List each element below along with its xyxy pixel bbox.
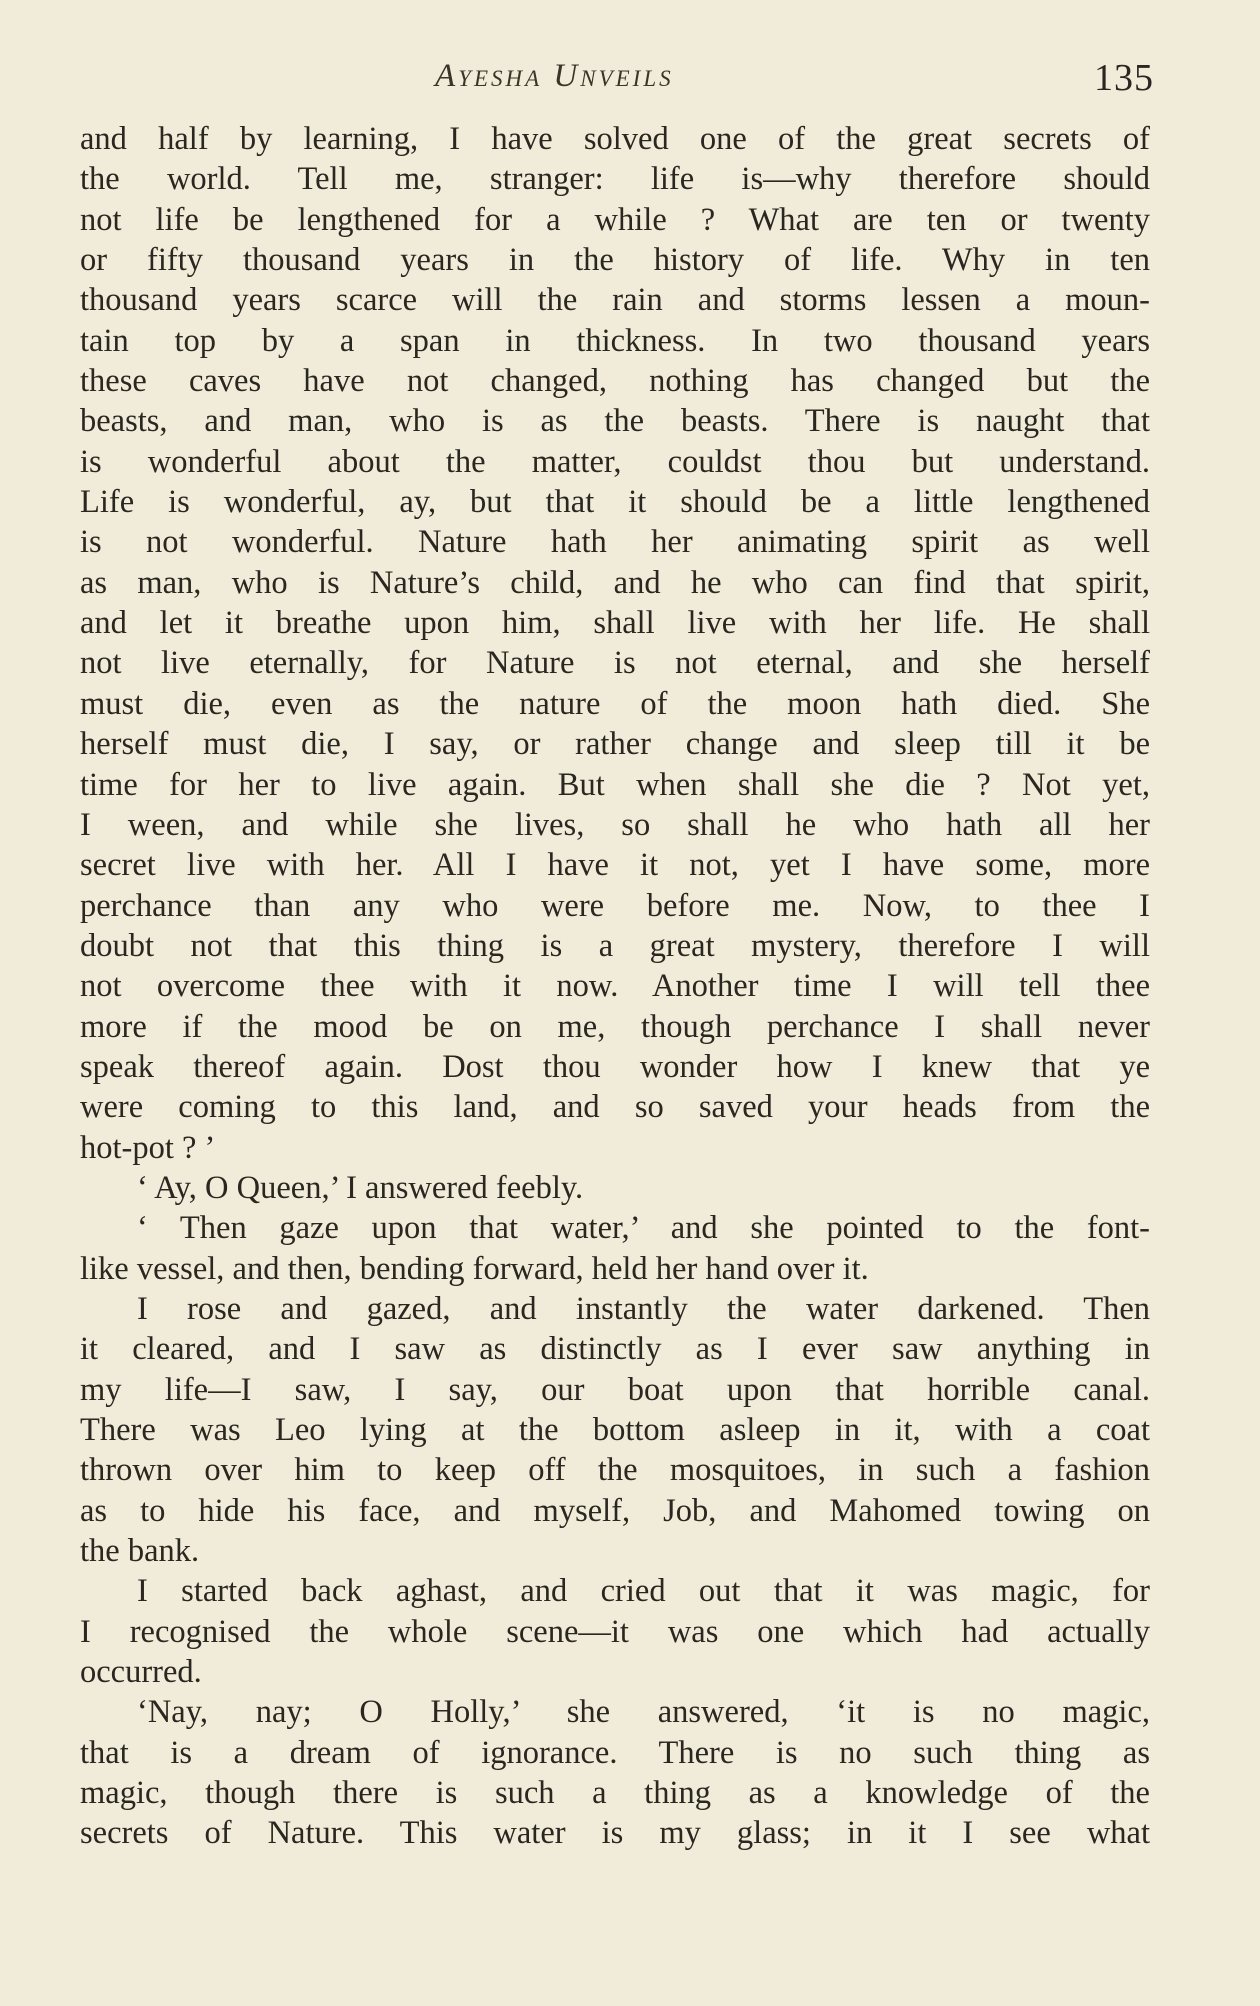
text-line: I started back aghast, and cried out that it was magic, for [137,1573,1150,1610]
text-line: like vessel, and then, bending forward, held her hand over it. [80,1250,869,1287]
text-line: secret live with her. All I have it not, yet I have some, more [80,847,1150,884]
text-line: ‘ Then gaze upon that water,’ and she pointed to the font- [137,1210,1150,1247]
text-line: I rose and gazed, and instantly the water darkened. Then [137,1290,1150,1327]
text-line: hot-pot ? ’ [80,1129,216,1166]
text-line: thrown over him to keep off the mosquitoes, in such a fashion [80,1452,1150,1489]
text-line: not overcome thee with it now. Another time I will tell thee [80,968,1150,1005]
body-text [80,119,1150,1854]
text-line: more if the mood be on me, though perchance I shall never [80,1008,1150,1045]
text-line: not live eternally, for Nature is not eternal, and she herself [80,645,1150,682]
text-line: I ween, and while she lives, so shall he who hath all her [80,806,1150,843]
text-line: speak thereof again. Dost thou wonder how I knew that ye [80,1048,1150,1085]
text-line: the bank. [80,1533,200,1570]
text-line: magic, though there is such a thing as a knowledge of the [80,1775,1150,1812]
text-line: occurred. [80,1654,202,1691]
text-line: perchance than any who were before me. Now, to thee I [80,887,1150,924]
text-line: my life—I saw, I say, our boat upon that horrible canal. [80,1371,1150,1408]
text-line: herself must die, I say, or rather change and sleep till it be [80,726,1150,763]
text-line: doubt not that this thing is a great mystery, therefore I will [80,927,1150,964]
text-line: is wonderful about the matter, couldst thou but understand. [80,443,1150,480]
text-line: the world. Tell me, stranger: life is—why therefore should [80,161,1150,198]
text-line: is not wonderful. Nature hath her animating spirit as well [80,524,1150,561]
text-line: or fifty thousand years in the history of life. Why in ten [80,242,1150,279]
text-line: and let it breathe upon him, shall live with her life. He shall [80,605,1150,642]
text-line: Life is wonderful, ay, but that it should be a little lengthened [80,484,1150,521]
text-line: as to hide his face, and myself, Job, and Mahomed towing on [80,1492,1150,1529]
text-line: and half by learning, I have solved one of the great secrets of [80,121,1150,157]
running-head [80,52,1154,112]
text-line: tain top by a span in thickness. In two thousand years [80,322,1150,359]
text-line: ‘Nay, nay; O Holly,’ she answered, ‘it is no magic, [137,1694,1150,1731]
text-line: not life be lengthened for a while ? What are ten or twenty [80,201,1150,238]
text-line: time for her to live again. But when shall she die ? Not yet, [80,766,1150,803]
text-line: ‘ Ay, O Queen,’ I answered feebly. [137,1169,584,1206]
text-line: must die, even as the nature of the moon hath died. She [80,685,1150,722]
page-number: 135 [1094,57,1154,99]
text-line: secrets of Nature. This water is my glass; in it I see what [80,1815,1150,1852]
text-line: these caves have not changed, nothing has changed but the [80,363,1150,400]
text-line: were coming to this land, and so saved your heads from the [80,1089,1150,1126]
text-line: I recognised the whole scene—it was one which had actually [80,1613,1150,1650]
running-title: Ayesha Unveils [435,58,674,94]
text-line: beasts, and man, who is as the beasts. There is naught that [80,403,1150,440]
text-line: There was Leo lying at the bottom asleep in it, with a coat [80,1412,1150,1448]
text-line: that is a dream of ignorance. There is no such thing as [80,1734,1150,1771]
text-line: it cleared, and I saw as distinctly as I ever saw anything in [80,1331,1150,1368]
text-line: thousand years scarce will the rain and storms lessen a moun- [80,282,1150,319]
text-line: as man, who is Nature’s child, and he who can find that spirit, [80,564,1150,601]
